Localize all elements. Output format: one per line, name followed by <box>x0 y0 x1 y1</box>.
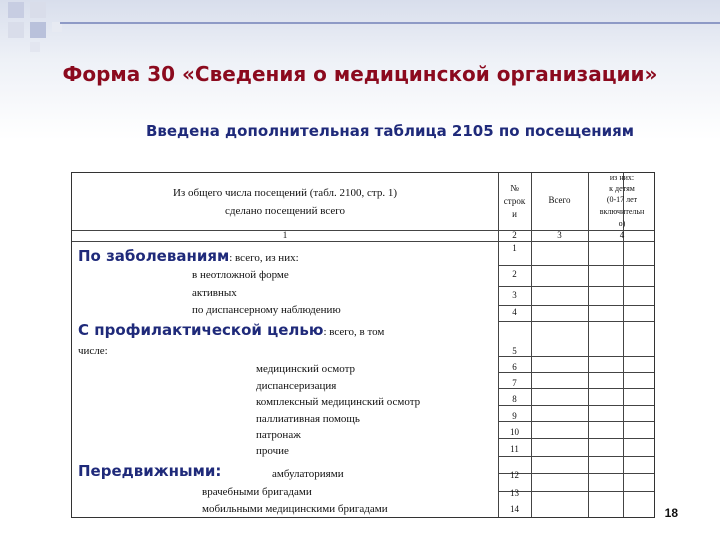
line-number: 6 <box>512 362 517 372</box>
row-by-disease-rest: : всего, из них: <box>229 252 299 264</box>
decor-square <box>30 22 46 38</box>
line-number: 1 <box>512 243 517 253</box>
decor-square <box>8 2 24 18</box>
row-divider <box>498 286 654 287</box>
row-prevention <box>78 321 384 340</box>
header-children-1: из них: <box>609 173 635 182</box>
line-number: 11 <box>510 444 519 454</box>
row-prevention-bold: С профилактической целью <box>78 321 324 339</box>
row-ambulatory: амбулаториями <box>272 468 344 480</box>
col-number: 2 <box>512 230 517 240</box>
header-children-4: включительн <box>599 207 645 216</box>
row-other: прочие <box>256 445 289 457</box>
line-number: 2 <box>512 269 517 279</box>
row-patronage: патронаж <box>256 429 301 441</box>
line-number: 13 <box>510 488 519 498</box>
page-number: 18 <box>664 506 678 520</box>
col-number: 3 <box>557 230 562 240</box>
slide-subtitle: Введена дополнительная таблица 2105 по посещениям <box>145 122 635 140</box>
row-including: числе: <box>78 345 108 357</box>
row-divider <box>498 405 654 406</box>
row-mobile-teams: мобильными медицинскими бригадами <box>202 503 388 515</box>
row-complex-exam: комплексный медицинский осмотр <box>256 396 421 408</box>
row-dispensary: по диспансерному наблюдению <box>192 304 341 316</box>
line-number: 12 <box>510 470 519 480</box>
header-children-2: к детям <box>609 184 635 193</box>
header-total: Всего <box>548 195 571 205</box>
header-description-line2: сделано посещений всего <box>225 205 345 217</box>
row-prevention-rest: : всего, в том <box>323 326 385 338</box>
col-number: 4 <box>619 230 625 240</box>
row-divider <box>498 321 654 322</box>
row-palliative: паллиативная помощь <box>256 413 360 425</box>
row-medexam: медицинский осмотр <box>256 363 356 375</box>
header-line-number-2: строк <box>503 196 526 206</box>
header-children-5: о) <box>618 219 626 228</box>
column-divider <box>531 173 532 517</box>
line-number: 7 <box>512 378 517 388</box>
row-divider <box>498 265 654 266</box>
row-divider <box>498 438 654 439</box>
col-number: 1 <box>282 230 288 240</box>
decor-square <box>30 42 40 52</box>
row-medical-teams: врачебными бригадами <box>202 486 312 498</box>
line-number: 5 <box>512 346 517 356</box>
row-divider <box>498 356 654 357</box>
line-number: 4 <box>512 307 517 317</box>
header-children-3: (0-17 лет <box>606 195 638 204</box>
row-active: активных <box>192 287 237 299</box>
row-emergency: в неотложной форме <box>192 269 289 281</box>
column-divider <box>498 173 499 517</box>
row-dispanserization: диспансеризация <box>256 380 337 392</box>
decor-square <box>30 2 46 18</box>
row-by-disease <box>78 247 299 266</box>
row-by-disease-bold: По заболеваниям <box>78 247 230 265</box>
row-divider <box>498 388 654 389</box>
header-line-number-3: и <box>512 209 517 219</box>
header-line-number-1: № <box>510 183 519 193</box>
row-mobile-bold: Передвижными: <box>78 462 222 480</box>
row-divider <box>72 241 654 242</box>
table-2105 <box>71 172 655 518</box>
line-number: 8 <box>512 394 517 404</box>
header-rule <box>60 22 720 24</box>
header-description-line1: Из общего числа посещений (табл. 2100, стр. 1) <box>172 187 397 199</box>
line-number: 14 <box>510 504 519 514</box>
line-number: 3 <box>512 290 517 300</box>
decor-square <box>8 22 24 38</box>
line-number: 9 <box>512 411 517 421</box>
slide-title: Форма 30 «Сведения о медицинской организации» <box>62 62 658 86</box>
row-divider <box>498 305 654 306</box>
row-divider <box>498 421 654 422</box>
row-divider <box>498 372 654 373</box>
line-number: 10 <box>510 427 519 437</box>
row-divider <box>498 456 654 457</box>
